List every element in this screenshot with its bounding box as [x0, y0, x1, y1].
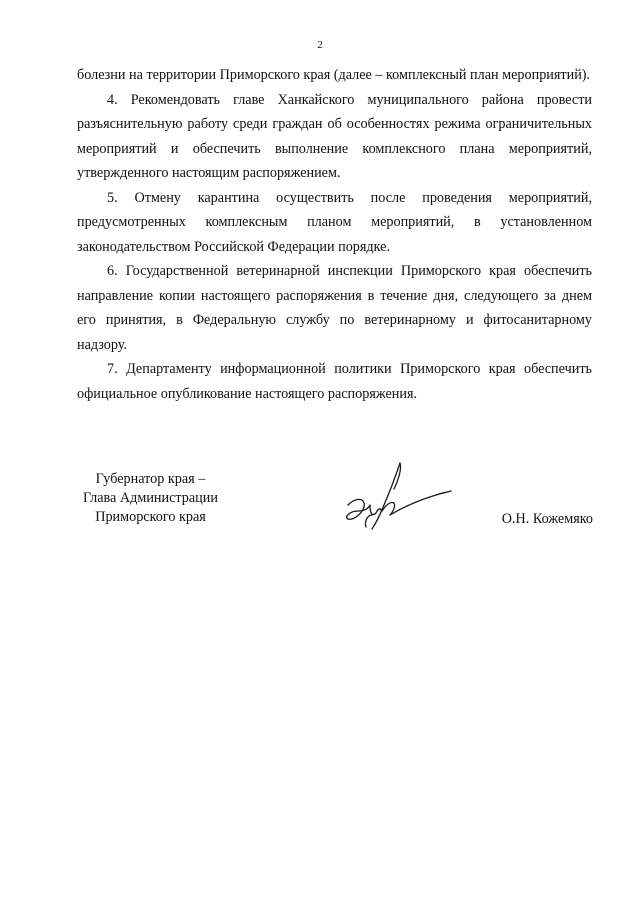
signatory-title-line-3: Приморского края	[95, 509, 206, 525]
paragraph-item-7: 7. Департаменту информационной политики Приморского края обеспечить официальное опубликование настоящего распоряжения.	[77, 361, 592, 402]
signatory-title-line-2: Глава Администрации	[83, 490, 218, 506]
paragraph-item-5: 5. Отмену карантина осуществить после проведения мероприятий, предусмотренных комплексным планом мероприятий, в установленном законодательством Российской Федерации порядке.	[77, 189, 592, 255]
page-number: 2	[317, 39, 323, 51]
signatory-title	[58, 470, 243, 527]
handwritten-signature	[340, 455, 452, 535]
signatory-name: О.Н. Кожемяко	[501, 511, 593, 527]
paragraph-item-4: 4. Рекомендовать главе Ханкайского муниципального района провести разъяснительную работу среди граждан об особенностях режима ограничительных мероприятий и обеспечить выполнение комплексного плана мероприятий, утвержденного настоящим распоряжением.	[77, 91, 592, 181]
paragraph-continuation: болезни на территории Приморского края (далее – комплексный план мероприятий).	[77, 67, 591, 83]
document-body	[77, 63, 592, 406]
paragraph-item-6: 6. Государственной ветеринарной инспекции Приморского края обеспечить направление копии настоящего распоряжения в течение дня, следующего за днем его принятия, в Федеральную службу по ветеринарному и фитосанитарному надзору.	[77, 263, 592, 353]
signatory-title-line-1: Губернатор края –	[95, 471, 206, 487]
